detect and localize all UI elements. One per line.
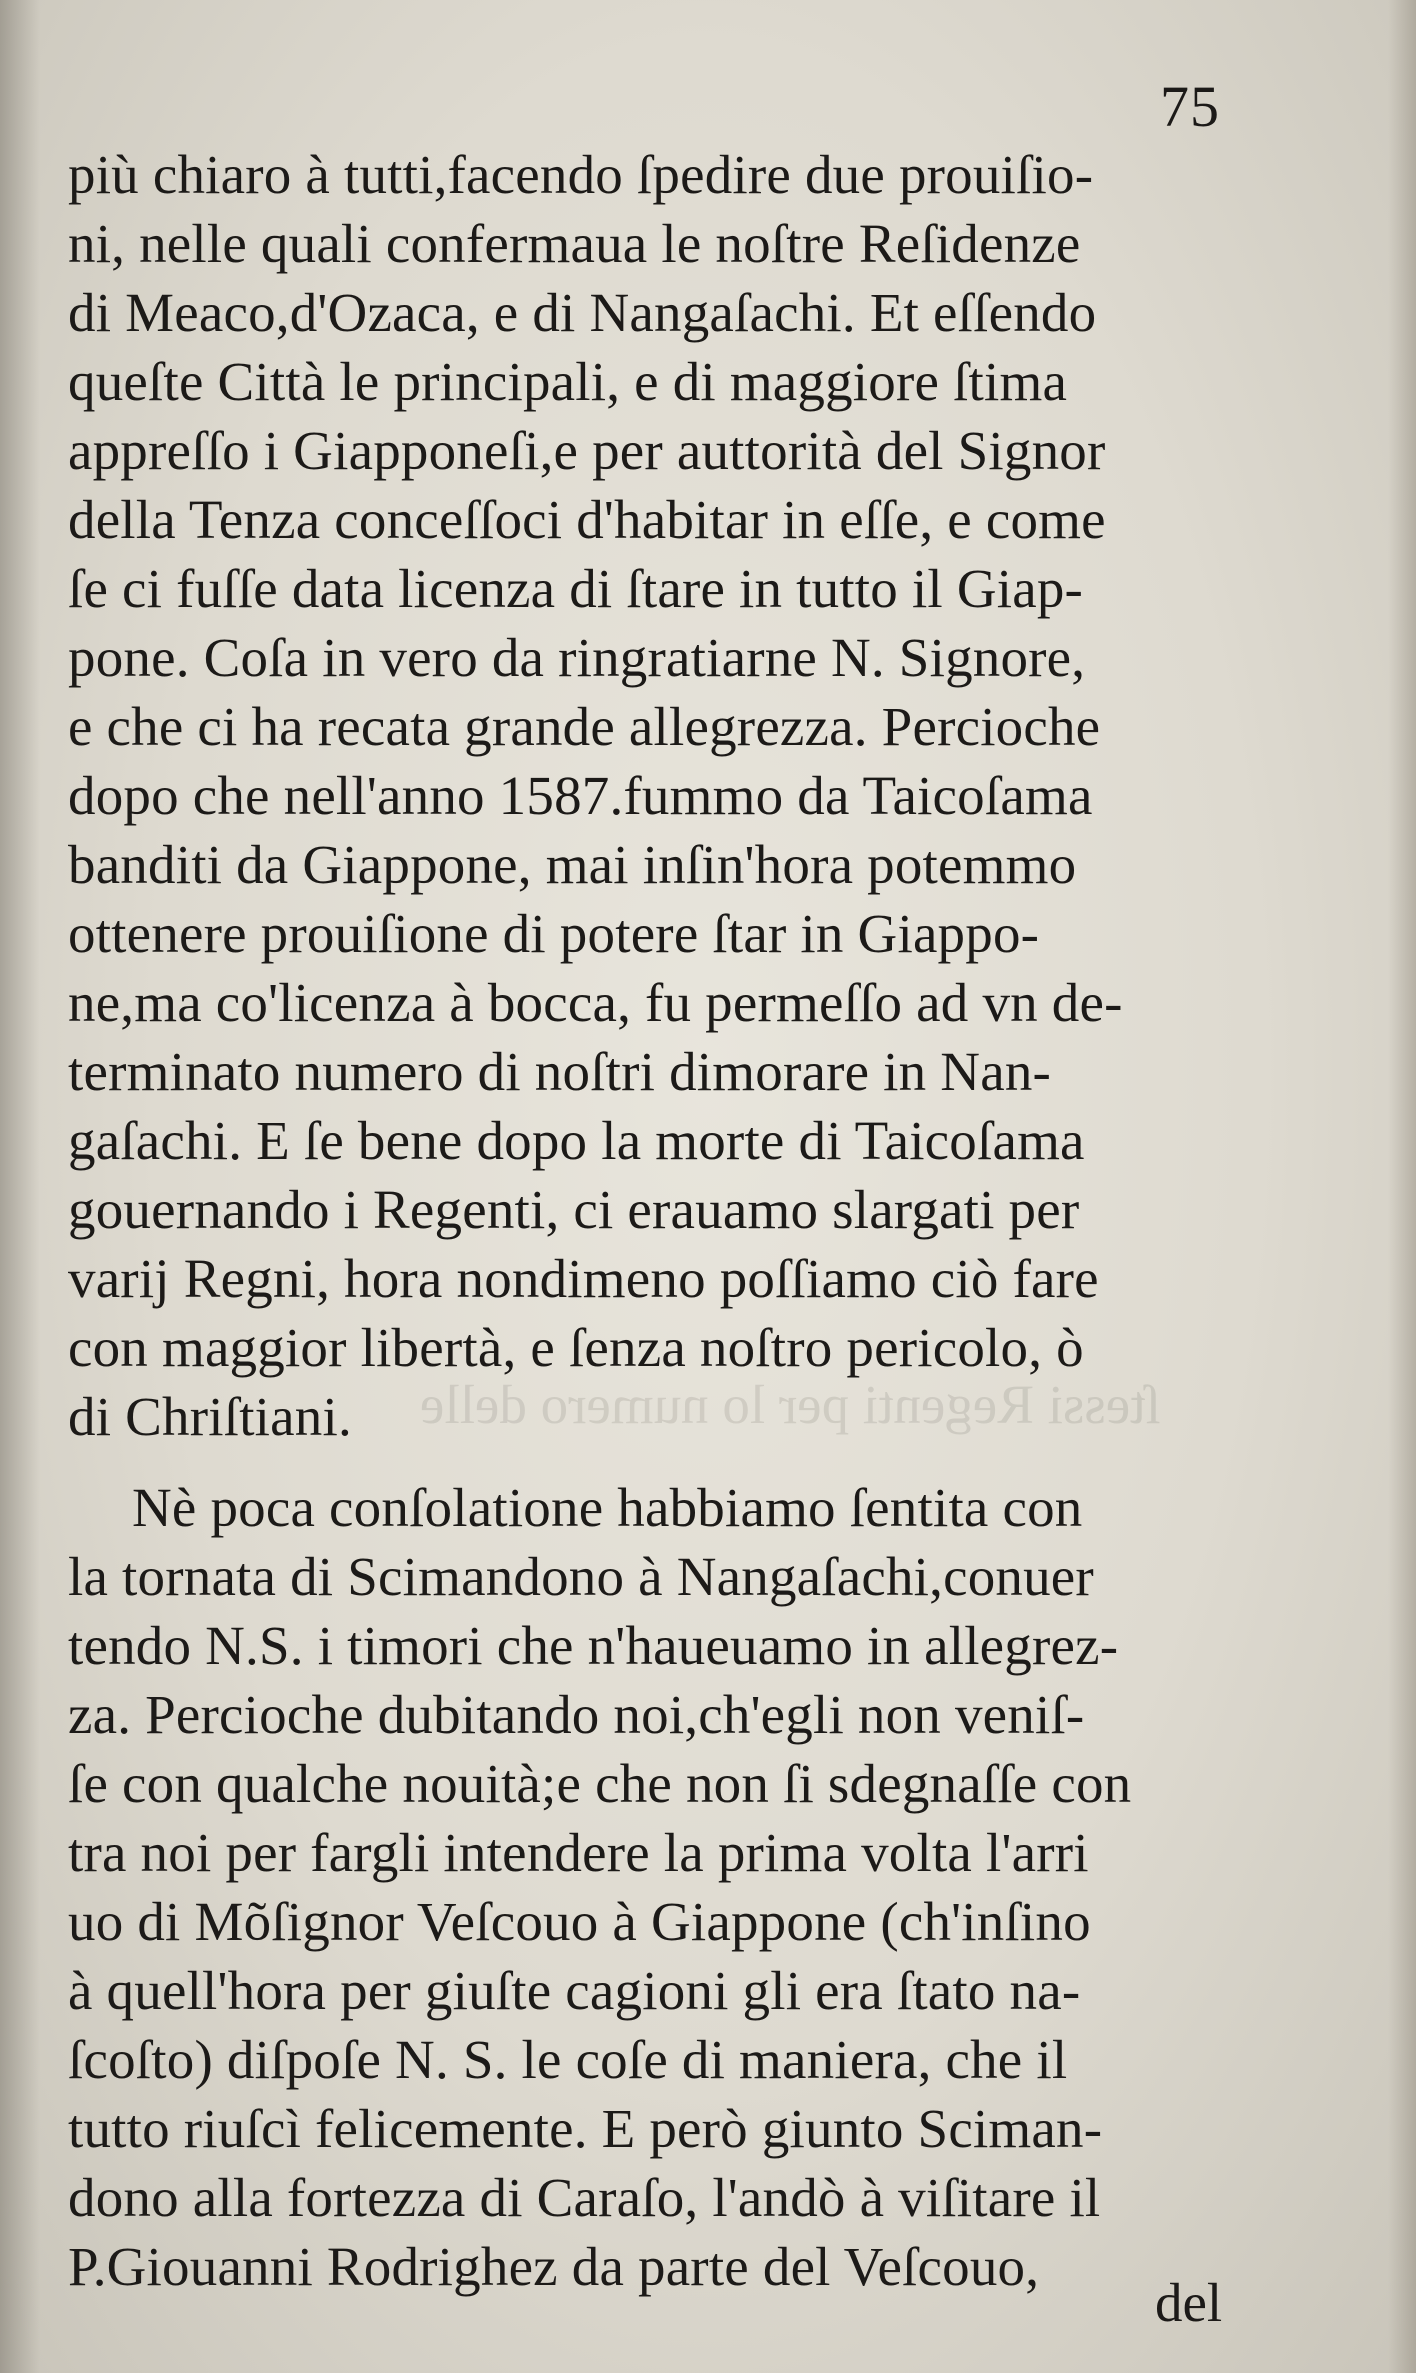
catchword: del xyxy=(1155,2272,1223,2333)
text-line: ne,ma co'licenza à bocca, fu permeſſo ad vn de- xyxy=(68,972,1123,1033)
text-line: Nè poca conſolatione habbiamo ſentita con xyxy=(132,1477,1083,1538)
text-line: ottenere prouiſione di potere ſtar in Giappo- xyxy=(68,903,1040,964)
text-line: ſe ci fuſſe data licenza di ſtare in tutto il Giap- xyxy=(68,558,1084,619)
text-line: ſcoſto) diſpoſe N. S. le coſe di maniera, che il xyxy=(68,2029,1068,2090)
text-line: appreſſo i Giapponeſi,e per auttorità del Signor xyxy=(68,420,1106,481)
text-line: banditi da Giappone, mai inſin'hora potemmo xyxy=(68,834,1077,895)
text-line: di Meaco,d'Ozaca, e di Nangaſachi. Et eſſendo xyxy=(68,282,1097,343)
text-line: più chiaro à tutti,facendo ſpedire due prouiſio- xyxy=(68,144,1094,205)
text-line: za. Percioche dubitando noi,ch'egli non veniſ- xyxy=(68,1684,1085,1745)
paragraph-2 xyxy=(68,1473,1298,2301)
text-line: pone. Coſa in vero da ringratiarne N. Signore, xyxy=(68,627,1086,688)
paragraph-gap xyxy=(68,1451,1298,1473)
body-text xyxy=(68,140,1298,2301)
page-number: 75 xyxy=(1160,74,1220,139)
text-line: tutto riuſcì felicemente. E però giunto Sciman- xyxy=(68,2098,1103,2159)
text-line: gouernando i Regenti, ci erauamo slargati per xyxy=(68,1179,1080,1240)
text-line: queſte Città le principali, e di maggiore ſtima xyxy=(68,351,1068,412)
text-line: ſe con qualche nouità;e che non ſi sdegnaſſe con xyxy=(68,1753,1132,1814)
text-line: la tornata di Scimandono à Nangaſachi,conuer xyxy=(68,1546,1094,1607)
text-line: ni, nelle quali confermaua le noſtre Reſidenze xyxy=(68,213,1081,274)
text-line: uo di Mõſignor Veſcouo à Giappone (ch'inſino xyxy=(68,1891,1091,1952)
text-line: e che ci ha recata grande allegrezza. Percioche xyxy=(68,696,1101,757)
text-line: di Chriſtiani. xyxy=(68,1386,352,1447)
text-line: à quell'hora per giuſte cagioni gli era ſtato na- xyxy=(68,1960,1081,2021)
text-line: P.Giouanni Rodrighez da parte del Veſcouo, xyxy=(68,2236,1040,2297)
show-through-text: ſtessi Regenti per lo numero delle xyxy=(420,1374,1161,1435)
text-line: con maggior libertà, e ſenza noſtro pericolo, ò xyxy=(68,1317,1084,1378)
text-line: della Tenza conceſſoci d'habitar in eſſe, e come xyxy=(68,489,1106,550)
text-line: tendo N.S. i timori che n'haueuamo in allegrez- xyxy=(68,1615,1119,1676)
text-line: dono alla fortezza di Caraſo, l'andò à viſitare il xyxy=(68,2167,1101,2228)
text-line: gaſachi. E ſe bene dopo la morte di Taicoſama xyxy=(68,1110,1085,1171)
text-line: terminato numero di noſtri dimorare in Nan- xyxy=(68,1041,1052,1102)
text-line: tra noi per fargli intendere la prima volta l'arri xyxy=(68,1822,1089,1883)
text-line: varij Regni, hora nondimeno poſſiamo ciò fare xyxy=(68,1248,1099,1309)
text-line: dopo che nell'anno 1587.fummo da Taicoſama xyxy=(68,765,1093,826)
paragraph-1 xyxy=(68,140,1298,1451)
